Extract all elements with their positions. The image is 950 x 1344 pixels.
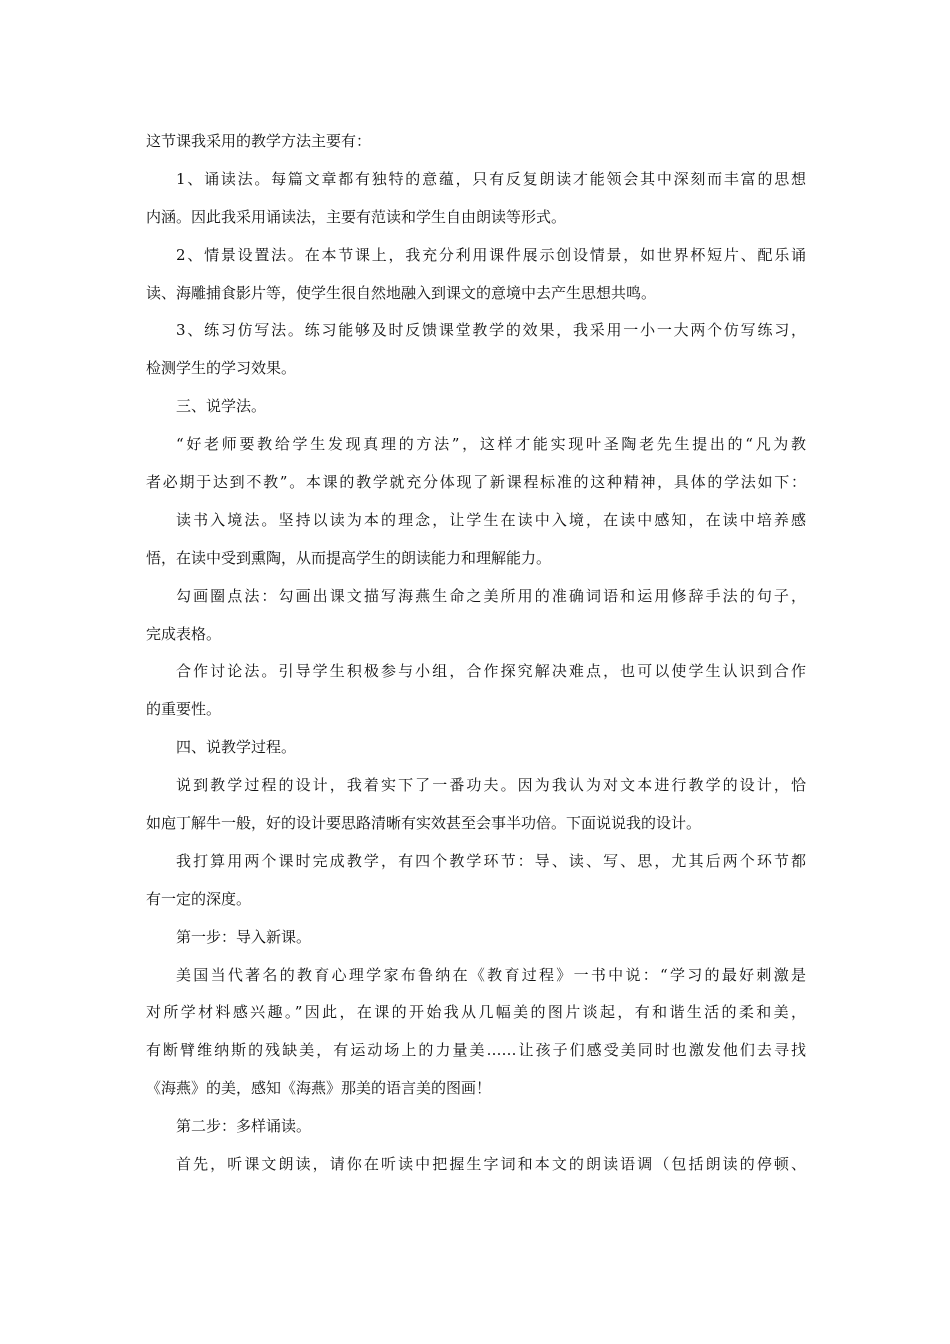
step-heading: 第一步：导入新课。 <box>176 927 312 946</box>
section-heading: 四、说教学过程。 <box>176 738 297 757</box>
text-line: 完成表格。 <box>146 624 222 643</box>
text-line: 我打算用两个课时完成教学，有四个教学环节：导、读、写、思，尤其后两个环节都 <box>176 851 806 870</box>
text-line: 的重要性。 <box>146 700 222 719</box>
text-line: “好老师要教给学生发现真理的方法”，这样才能实现叶圣陶老先生提出的“凡为教 <box>176 435 806 454</box>
text-line: 如庖丁解牛一般，好的设计要思路清晰有实效甚至会事半功倍。下面说说我的设计。 <box>146 814 702 833</box>
text-line: 合作讨论法。引导学生积极参与小组，合作探究解决难点，也可以使学生认识到合作 <box>176 662 806 681</box>
text-line: 悟，在读中受到熏陶，从而提高学生的朗读能力和理解能力。 <box>146 548 552 567</box>
text-line: 说到教学过程的设计，我着实下了一番功夫。因为我认为对文本进行教学的设计，恰 <box>176 776 806 795</box>
text-line: 对所学材料感兴趣。”因此，在课的开始我从几幅美的图片谈起，有和谐生活的柔和美， <box>146 1003 806 1022</box>
text-line: 读、海雕捕食影片等，使学生很自然地融入到课文的意境中去产生思想共鸣。 <box>146 283 657 302</box>
text-line: 1、诵读法。每篇文章都有独特的意蕴，只有反复朗读才能领会其中深刻而丰富的思想 <box>176 169 806 188</box>
text-line: 有断臂维纳斯的残缺美，有运动场上的力量美……让孩子们感受美同时也激发他们去寻找 <box>146 1041 806 1060</box>
step-heading: 第二步：多样诵读。 <box>176 1117 312 1136</box>
text-line: 者必期于达到不教”。本课的教学就充分体现了新课程标准的这种精神，具体的学法如下： <box>146 473 806 492</box>
section-heading: 三、说学法。 <box>176 397 267 416</box>
text-line: 3、练习仿写法。练习能够及时反馈课堂教学的效果，我采用一小一大两个仿写练习， <box>176 321 806 340</box>
text-line: 这节课我采用的教学方法主要有： <box>146 132 372 150</box>
text-line: 首先，听课文朗读，请你在听读中把握生字词和本文的朗读语调（包括朗读的停顿、 <box>176 1155 806 1174</box>
document-body <box>146 123 806 1184</box>
text-line: 读书入境法。坚持以读为本的理念，让学生在读中入境，在读中感知，在读中培养感 <box>176 510 806 529</box>
text-line: 检测学生的学习效果。 <box>146 359 297 378</box>
text-line: 2、情景设置法。在本节课上，我充分利用课件展示创设情景，如世界杯短片、配乐诵 <box>176 245 806 264</box>
text-line: 勾画圈点法：勾画出课文描写海燕生命之美所用的准确词语和运用修辞手法的句子， <box>176 586 806 605</box>
text-line: 内涵。因此我采用诵读法，主要有范读和学生自由朗读等形式。 <box>146 207 567 226</box>
text-line: 有一定的深度。 <box>146 889 252 908</box>
text-line: 美国当代著名的教育心理学家布鲁纳在《教育过程》一书中说：“学习的最好刺激是 <box>176 965 806 984</box>
text-line: 《海燕》的美，感知《海燕》那美的语言美的图画！ <box>146 1079 492 1098</box>
